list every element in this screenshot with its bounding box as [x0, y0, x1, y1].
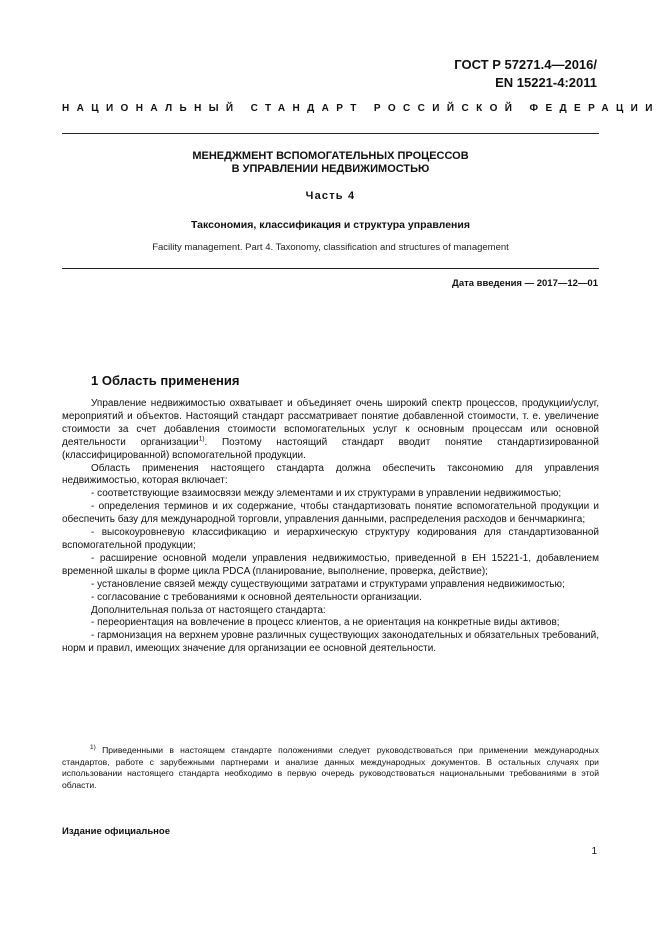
list-item: - согласование с требованиями к основной деятельности организации.	[91, 591, 422, 603]
document-title-line1: МЕНЕДЖМЕНТ ВСПОМОГАТЕЛЬНЫХ ПРОЦЕССОВ	[192, 150, 469, 162]
official-edition-label: Издание официальное	[62, 826, 170, 837]
paragraph: Дополнительная польза от настоящего стандарта:	[91, 604, 326, 616]
list-item: - переориентация на вовлечение в процесс клиентов, а не ориентация на конкретные виды активов;	[91, 617, 560, 629]
standard-code-line1: ГОСТ Р 57271.4—2016/	[454, 57, 597, 72]
footnote-marker: 1)	[90, 744, 96, 752]
part-label: Часть 4	[305, 190, 356, 202]
document-subtitle: Таксономия, классификация и структура управления	[191, 219, 470, 231]
footnote-text: Приведенными в настоящем стандарте положениями следует руководствоваться при применении международных стандартов, работе с зарубежными партнерами и анализе данных международных документов. В остальных случаях при использовании настоящего стандарта необходимо в первую очередь руководствоваться национальными требованиями в этой области.	[62, 745, 599, 790]
national-standard-title: НАЦИОНАЛЬНЫЙ СТАНДАРТ РОССИЙСКОЙ ФЕДЕРАЦИИ	[62, 103, 660, 114]
section-body	[62, 398, 599, 656]
footnote-ref[interactable]: 1)	[198, 435, 205, 443]
list-item: - определения терминов и их содержание, чтобы стандартизовать понятие вспомогательной продукции и обеспечить базу для международной торговли, управления данными, распределения расходов и бенчмаркинга;	[62, 501, 599, 526]
paragraph: Управление недвижимостью охватывает и объединяет очень широкий спектр процессов, продукции/услуг, мероприятий и объектов. Настоящий стандарт рассматривает понятие добавленной стоимости, т. е. увеличение стоимости за счет добавления стоимости вспомогательных услуг к основным процессам или основной деятельности организации$^{1)}$. Поэтому настоящий стандарт вводит понятие стандартизированной (классифицированной) вспомогательной продукции.	[62, 398, 599, 461]
list-item: - гармонизация на верхнем уровне различных существующих законодательных и обязательных требований, норм и правил, имеющих значение для организации ее основной деятельности.	[62, 630, 599, 655]
header-divider	[62, 133, 599, 134]
footnote	[62, 745, 599, 791]
standard-code-line2: EN 15221-4:2011	[495, 75, 597, 90]
effective-date: Дата введения — 2017—12—01	[452, 278, 598, 289]
document-title-line2: В УПРАВЛЕНИИ НЕДВИЖИМОСТЬЮ	[231, 163, 430, 175]
section-heading: 1 Область применения	[91, 373, 240, 388]
list-item: - установление связей между существующими затратами и структурами управления недвижимостью;	[91, 578, 565, 590]
title-divider	[62, 268, 599, 269]
paragraph: Область применения настоящего стандарта должна обеспечить таксономию для управления недвижимостью, которая включает:	[62, 462, 599, 487]
english-title: Facility management. Part 4. Taxonomy, classification and structures of management	[152, 242, 509, 253]
list-item: - расширение основной модели управления недвижимостью, приведенной в ЕН 15221-1, добавлением временной шкалы в форме цикла PDCA (планирование, выполнение, проверка, действие);	[62, 552, 599, 577]
list-item: - соответствующие взаимосвязи между элементами и их структурами в управлении недвижимостью;	[91, 488, 562, 500]
list-item: - высокоуровневую классификацию и иерархическую структуру кодирования для стандартизованной вспомогательной продукции;	[62, 527, 599, 551]
page-number: 1	[591, 846, 597, 857]
